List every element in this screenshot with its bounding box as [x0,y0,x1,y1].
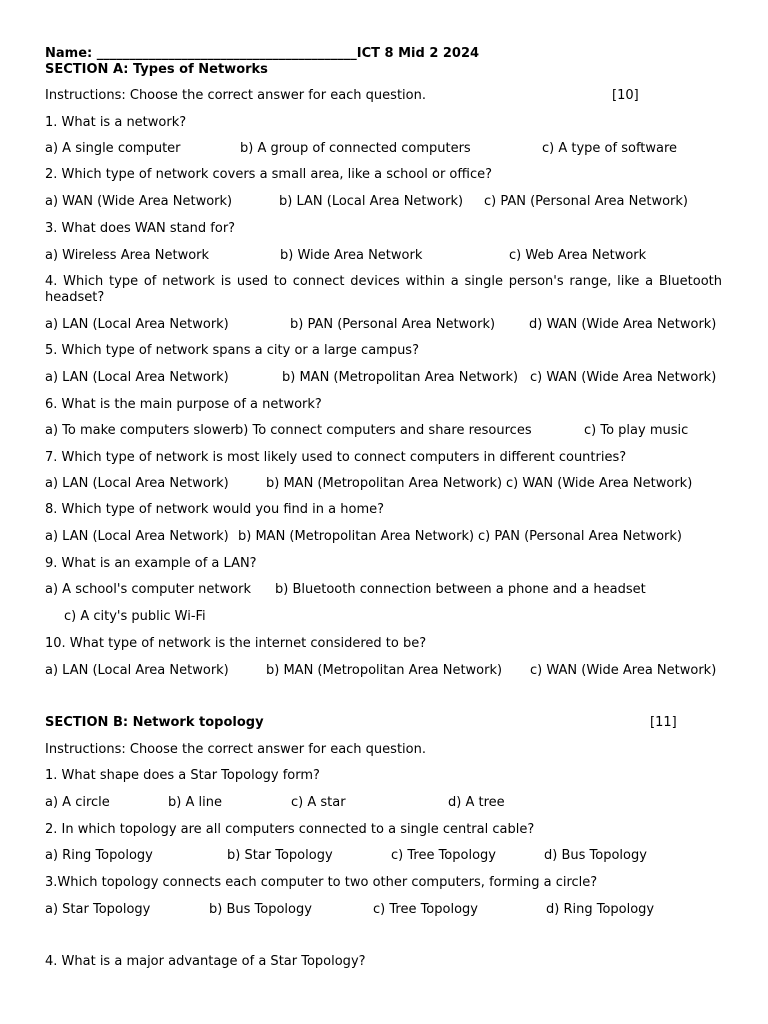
option: d) WAN (Wide Area Network) [529,317,717,332]
option: c) A type of software [542,141,678,156]
question-a6: 6. What is the main purpose of a network? [45,397,322,412]
option: a) LAN (Local Area Network) [45,529,229,544]
name-field-label: Name: ________________________________________ [45,46,357,61]
question-a7: 7. Which type of network is most likely used to connect computers in different countries? [45,450,627,465]
option: a) A circle [45,795,110,810]
section-b-title: SECTION B: Network topology [45,715,264,730]
option: a) WAN (Wide Area Network) [45,194,233,209]
option: a) Star Topology [45,902,151,917]
option: c) A city's public Wi-Fi [64,609,206,624]
section-a-instructions-line [45,88,722,104]
option: b) A group of connected computers [240,141,471,156]
option: a) LAN (Local Area Network) [45,663,229,678]
question-b4: 4. What is a major advantage of a Star Topology? [45,954,366,969]
option: c) WAN (Wide Area Network) [506,476,693,491]
question-a5: 5. Which type of network spans a city or a large campus? [45,343,419,358]
option: a) A single computer [45,141,181,156]
section-b-instructions: Instructions: Choose the correct answer for each question. [45,742,426,757]
header-line [45,46,722,62]
option: d) A tree [448,795,505,810]
option: c) WAN (Wide Area Network) [530,663,717,678]
section-a-marks: [10] [612,88,639,103]
option: c) Web Area Network [509,248,647,263]
option: b) Wide Area Network [280,248,423,263]
option: c) WAN (Wide Area Network) [530,370,717,385]
option: c) PAN (Personal Area Network) [484,194,688,209]
question-a2: 2. Which type of network covers a small area, like a school or office? [45,167,493,182]
option: b) PAN (Personal Area Network) [290,317,496,332]
option: c) A star [291,795,346,810]
option: b) MAN (Metropolitan Area Network) [238,529,475,544]
option: c) To play music [584,423,689,438]
option: b) LAN (Local Area Network) [279,194,464,209]
option: c) Tree Topology [373,902,478,917]
question-b1: 1. What shape does a Star Topology form? [45,768,320,783]
option: b) Star Topology [227,848,333,863]
option: b) MAN (Metropolitan Area Network) [266,663,503,678]
option: b) To connect computers and share resources [235,423,532,438]
option: b) Bus Topology [209,902,312,917]
section-b-marks: [11] [650,715,677,730]
option: d) Bus Topology [544,848,647,863]
option: a) LAN (Local Area Network) [45,370,229,385]
option: c) PAN (Personal Area Network) [478,529,682,544]
section-a-title: SECTION A: Types of Networks [45,62,268,77]
question-a3: 3. What does WAN stand for? [45,221,236,236]
exam-title: ICT 8 Mid 2 2024 [356,46,480,61]
option: c) Tree Topology [391,848,496,863]
option: a) A school's computer network [45,582,251,597]
question-a10: 10. What type of network is the internet considered to be? [45,636,427,651]
section-a-instructions: Instructions: Choose the correct answer for each question. [45,88,426,103]
question-a9: 9. What is an example of a LAN? [45,556,257,571]
option: a) LAN (Local Area Network) [45,317,229,332]
option: a) To make computers slower [45,423,236,438]
question-b2: 2. In which topology are all computers connected to a single central cable? [45,822,535,837]
question-a1: 1. What is a network? [45,115,187,130]
question-a8: 8. Which type of network would you find in a home? [45,502,385,517]
option: a) Ring Topology [45,848,153,863]
option: d) Ring Topology [546,902,655,917]
option: b) MAN (Metropolitan Area Network) [282,370,519,385]
question-a4: 4. Which type of network is used to connect devices within a single person's range, like a Bluetooth headset? [45,274,722,305]
option: a) Wireless Area Network [45,248,210,263]
option: b) MAN (Metropolitan Area Network) [266,476,503,491]
question-b3: 3.Which topology connects each computer to two other computers, forming a circle? [45,875,598,890]
option: a) LAN (Local Area Network) [45,476,229,491]
option: b) A line [168,795,222,810]
option: b) Bluetooth connection between a phone and a headset [275,582,646,597]
section-b-title-line [45,715,722,731]
